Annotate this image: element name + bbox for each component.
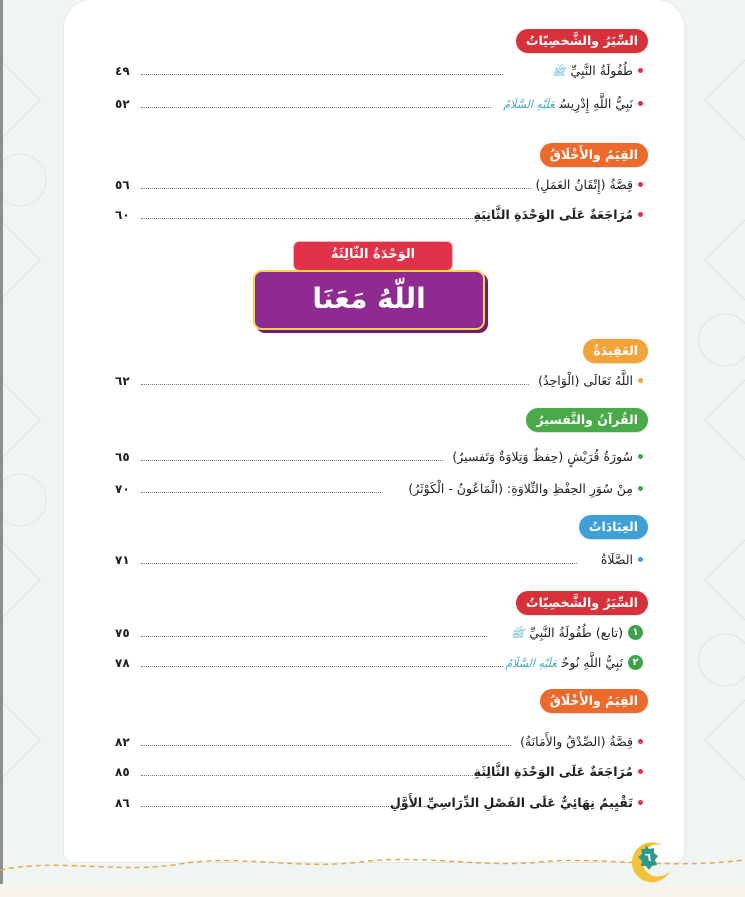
toc-entry[interactable] xyxy=(115,478,643,500)
honorific-calligraphy: عَلَيْهِ السَّلَامُ xyxy=(503,98,555,111)
section-pill-values: القِيَمُ والأَخْلَاقُ xyxy=(540,143,648,167)
bullet-icon xyxy=(638,800,643,805)
bullet-icon xyxy=(638,182,643,187)
leader-dots xyxy=(141,460,443,461)
leader-dots xyxy=(141,384,529,385)
entry-title: قِصَّةُ (الصِّدْقُ والأَمَانَةُ) xyxy=(520,731,643,753)
page-number: ٦٢ xyxy=(115,374,130,388)
leader-dots xyxy=(141,74,503,75)
unit-label: الوَحْدَةُ الثّالِثَةُ xyxy=(293,241,453,271)
entry-title: ٢نَبِيُّ اللَّهِ نُوحٌعَلَيْهِ السَّلَامُ xyxy=(505,652,643,675)
entry-title: قِصَّةُ (إِتْقَانُ العَمَلِ) xyxy=(536,174,644,196)
section-pill-biographies: السِّيَرُ والشَّخصِيّاتُ xyxy=(516,591,648,615)
entry-title: ١(تابع) طُفُولَةُ النَّبِيِّﷺ xyxy=(511,622,643,645)
leader-dots xyxy=(141,188,531,189)
honorific-calligraphy: ﷺ xyxy=(552,65,566,78)
page-number: ٧٨ xyxy=(115,656,130,670)
entry-title: نَبِيُّ اللَّهِ إِدْرِيسُعَلَيْهِ السَّلَامُ xyxy=(503,93,643,116)
toc-entry[interactable] xyxy=(115,174,643,196)
toc-entry[interactable] xyxy=(115,204,643,226)
page-number: ٧١ xyxy=(115,553,130,567)
section-pill-values: القِيَمُ والأَخْلَاقُ xyxy=(540,689,648,713)
leader-dots xyxy=(141,107,491,108)
toc-entry[interactable] xyxy=(115,761,643,783)
page-number: ٨٦ xyxy=(115,796,130,810)
page-number: ٨٥ xyxy=(115,765,130,779)
toc-entry[interactable] xyxy=(115,792,643,814)
leader-dots xyxy=(141,775,491,776)
number-badge-icon: ٢ xyxy=(628,655,643,670)
toc-entry[interactable] xyxy=(115,60,643,82)
bullet-icon xyxy=(638,739,643,744)
leader-dots xyxy=(141,218,489,219)
section-pill-quran: القُرآنُ والتَّفسيرُ xyxy=(526,408,648,432)
page-number: ٤٩ xyxy=(115,64,130,78)
leader-dots xyxy=(141,666,503,667)
entry-title: اللَّهُ تَعَالَى (الْوَاحِدُ) xyxy=(538,370,643,392)
page-number: ٦٥ xyxy=(115,450,130,464)
bullet-icon xyxy=(638,769,643,774)
bullet-icon xyxy=(638,68,643,73)
bullet-icon xyxy=(638,486,643,491)
page-number: ٧٠ xyxy=(115,482,130,496)
page-number: ٧٥ xyxy=(115,626,130,640)
entry-title: طُفُولَةُ النَّبِيِّﷺ xyxy=(552,60,643,83)
entry-title: تَقْيِيمٌ نِهَائِيٌّ عَلَى الفَصْلِ الدِّرَاسِيِّ الأَوَّلِ xyxy=(390,792,643,814)
entry-title: مُرَاجَعَةٌ عَلَى الوَحْدَةِ الثَّانِيَةِ xyxy=(474,204,643,226)
entry-title: الصَّلَاةُ xyxy=(601,549,643,571)
honorific-calligraphy: ﷺ xyxy=(511,627,525,640)
unit-title: اللّهُ مَعَنَا xyxy=(253,270,485,330)
crescent-page-badge xyxy=(628,839,674,885)
number-badge-icon: ١ xyxy=(628,625,643,640)
bullet-icon xyxy=(638,454,643,459)
leader-dots xyxy=(141,636,487,637)
leader-dots xyxy=(141,806,429,807)
toc-entry[interactable] xyxy=(115,93,643,115)
toc-entry[interactable] xyxy=(115,370,643,392)
page-number-text: ٦ xyxy=(644,851,652,864)
page-edge xyxy=(0,0,3,897)
bullet-icon xyxy=(638,212,643,217)
bullet-icon xyxy=(638,378,643,383)
honorific-calligraphy: عَلَيْهِ السَّلَامُ xyxy=(505,657,557,670)
toc-entry[interactable] xyxy=(115,652,643,674)
page-number: ٦٠ xyxy=(115,208,130,222)
toc-entry[interactable] xyxy=(115,549,643,571)
bullet-icon xyxy=(638,101,643,106)
entry-title: مُرَاجَعَةٌ عَلَى الوَحْدَةِ الثَّالِثَةِ xyxy=(474,761,643,783)
entry-title: مِنْ سُوَرِ الحِفْظِ والتِّلاوَةِ: (الْمَاعُونُ - الْكَوْثَرُ) xyxy=(408,478,643,500)
page-number: ٥٢ xyxy=(115,97,130,111)
section-pill-biographies: السِّيَرُ والشَّخصِيّاتُ xyxy=(516,29,648,53)
section-pill-worship: العِبَادَاتُ xyxy=(579,515,648,539)
leader-dots xyxy=(141,745,511,746)
page-number: ٨٢ xyxy=(115,735,130,749)
bullet-icon xyxy=(638,557,643,562)
page-number: ٥٦ xyxy=(115,178,130,192)
section-pill-creed: العَقِيدَةُ xyxy=(583,339,648,363)
leader-dots xyxy=(141,563,577,564)
toc-entry[interactable] xyxy=(115,446,643,468)
leader-dots xyxy=(141,492,381,493)
toc-entry[interactable] xyxy=(115,731,643,753)
toc-entry[interactable] xyxy=(115,622,643,644)
entry-title: سُورَةُ قُرَيْشٍ (حِفظٌ وَتِلاوَةٌ وَتَفسيرٌ) xyxy=(452,446,643,468)
